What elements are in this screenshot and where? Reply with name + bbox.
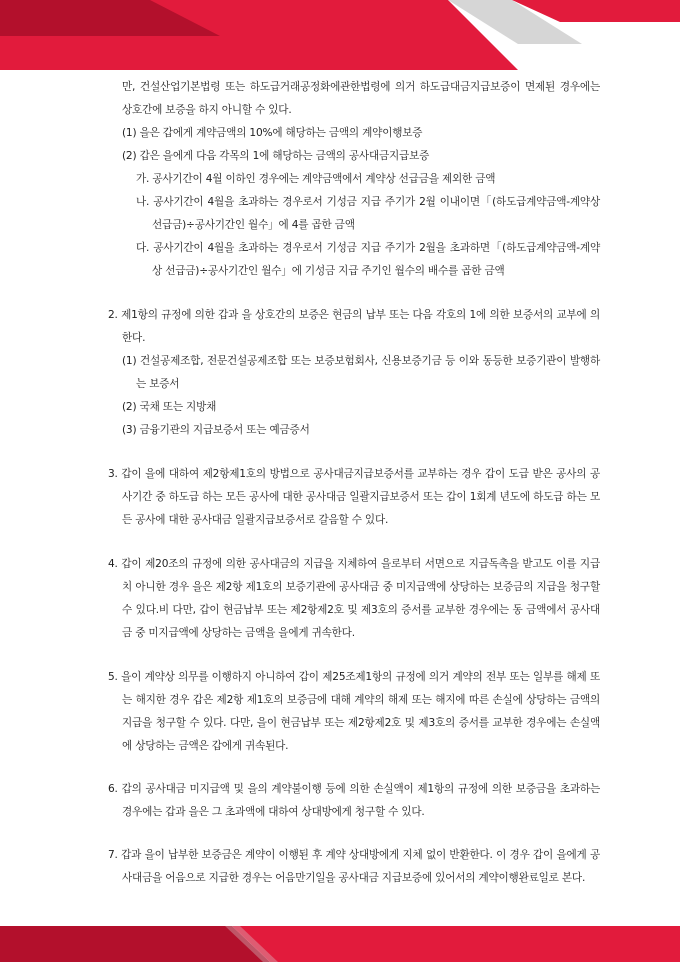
clause-2-item-1: (1) 건설공제조합, 전문건설공제조합 또는 보증보험회사, 신용보증기금 등 이와 동등한 보증기관이 발행하는 보증서 — [122, 355, 600, 390]
footer-gray-stripe — [225, 926, 278, 962]
header-red-stripe — [512, 0, 680, 22]
intro-subitem-na: 나. 공사기간이 4월을 초과하는 경우로서 기성금 지급 주기가 2월 이내이면「(하도급계약금액-계약상 선급금)÷공사기간인 월수」에 4를 곱한 금액 — [136, 196, 600, 231]
header-decoration — [0, 0, 680, 70]
intro-subitem-ga: 가. 공사기간이 4월 이하인 경우에는 계약금액에서 계약상 선급금을 제외한 금액 — [136, 173, 496, 185]
clause-2-item-2: (2) 국채 또는 지방채 — [122, 401, 217, 413]
clause-6: 6. 갑의 공사대금 미지급액 및 을의 계약불이행 등에 의한 손실액이 제1항의 규정에 의한 보증금을 초과하는 경우에는 갑과 을은 그 초과액에 대하여 상대방에게 청구할 수 있다. — [108, 783, 600, 818]
header-dark-red-band — [0, 0, 220, 36]
intro-item-2: (2) 갑은 을에게 다음 각목의 1에 해당하는 금액의 공사대금지급보증 — [122, 150, 430, 162]
intro-item-1: (1) 을은 갑에게 계약금액의 10%에 해당하는 금액의 계약이행보증 — [122, 127, 423, 139]
intro-subitem-da: 다. 공사기간이 4월을 초과하는 경우로서 기성금 지급 주기가 2월을 초과하면「(하도급계약금액-계약상 선급금)÷공사기간인 월수」에 기성금 지급 주기인 월수의 배수를 곱한 금액 — [136, 242, 600, 277]
header-red-band — [0, 0, 518, 70]
footer-decoration — [0, 926, 680, 962]
footer-dark-red-band — [0, 926, 270, 962]
clause-2: 2. 제1항의 규정에 의한 갑과 을 상호간의 보증은 현금의 납부 또는 다음 각호의 1에 의한 보증서의 교부에 의한다. — [108, 309, 600, 344]
footer-red-band — [232, 926, 680, 962]
header-gray-stripe — [448, 0, 582, 44]
clause-2-item-3: (3) 금융기관의 지급보증서 또는 예금증서 — [122, 424, 310, 436]
clause-4: 4. 갑이 제20조의 규정에 의한 공사대금의 지급을 지체하여 을로부터 서면으로 지급독촉을 받고도 이를 지급 치 아니한 경우 을은 제2항 제1호의 보증기관에 공사대금 중 미지급액에 상당하는 보증금의 지급을 청구할 수 있다.비 다만, 갑이 현금납부 또는 제2항제2호 및 제3호의 증서를 교부한 경우에는 동 금액에서 공사대금 중 미지급액에 상당하는 금액을 을에게 귀속한다. — [108, 558, 600, 639]
clause-3: 3. 갑이 을에 대하여 제2항제1호의 방법으로 공사대금지급보증서를 교부하는 경우 갑이 도급 받은 공사의 공사기간 중 하도급 하는 모든 공사에 대한 공사대금 일괄지급보증서 또는 갑이 1회계 년도에 하도급 하는 모든 공사에 대한 공사대금 일괄지급보증서로 갈음할 수 있다. — [108, 468, 600, 526]
clause-5: 5. 을이 계약상 의무를 이행하지 아니하여 갑이 제25조제1항의 규정에 의거 계약의 전부 또는 일부를 해제 또는 해지한 경우 갑은 제2항 제1호의 보증금에 대해 계약의 해제 또는 해지에 따른 손실에 상당하는 금액의 지급을 청구할 수 있다. 다만, 을이 현금납부 또는 제2항제2호 및 제3호의 증서를 교부한 경우에는 손실액에 상당하는 금액은 갑에게 귀속된다. — [108, 671, 600, 752]
document-body — [108, 76, 600, 890]
clause-7: 7. 갑과 을이 납부한 보증금은 계약이 이행된 후 계약 상대방에게 지체 없이 반환한다. 이 경우 갑이 을에게 공사대금을 어음으로 지급한 경우는 어음만기일을 공사대금 지급보증에 있어서의 계약이행완료일로 본다. — [108, 849, 600, 884]
intro-continuation: 만, 건설산업기본법령 또는 하도급거래공정화에관한법령에 의거 하도급대금지급보증이 면제된 경우에는 상호간에 보증을 하지 아니할 수 있다. — [122, 81, 600, 116]
